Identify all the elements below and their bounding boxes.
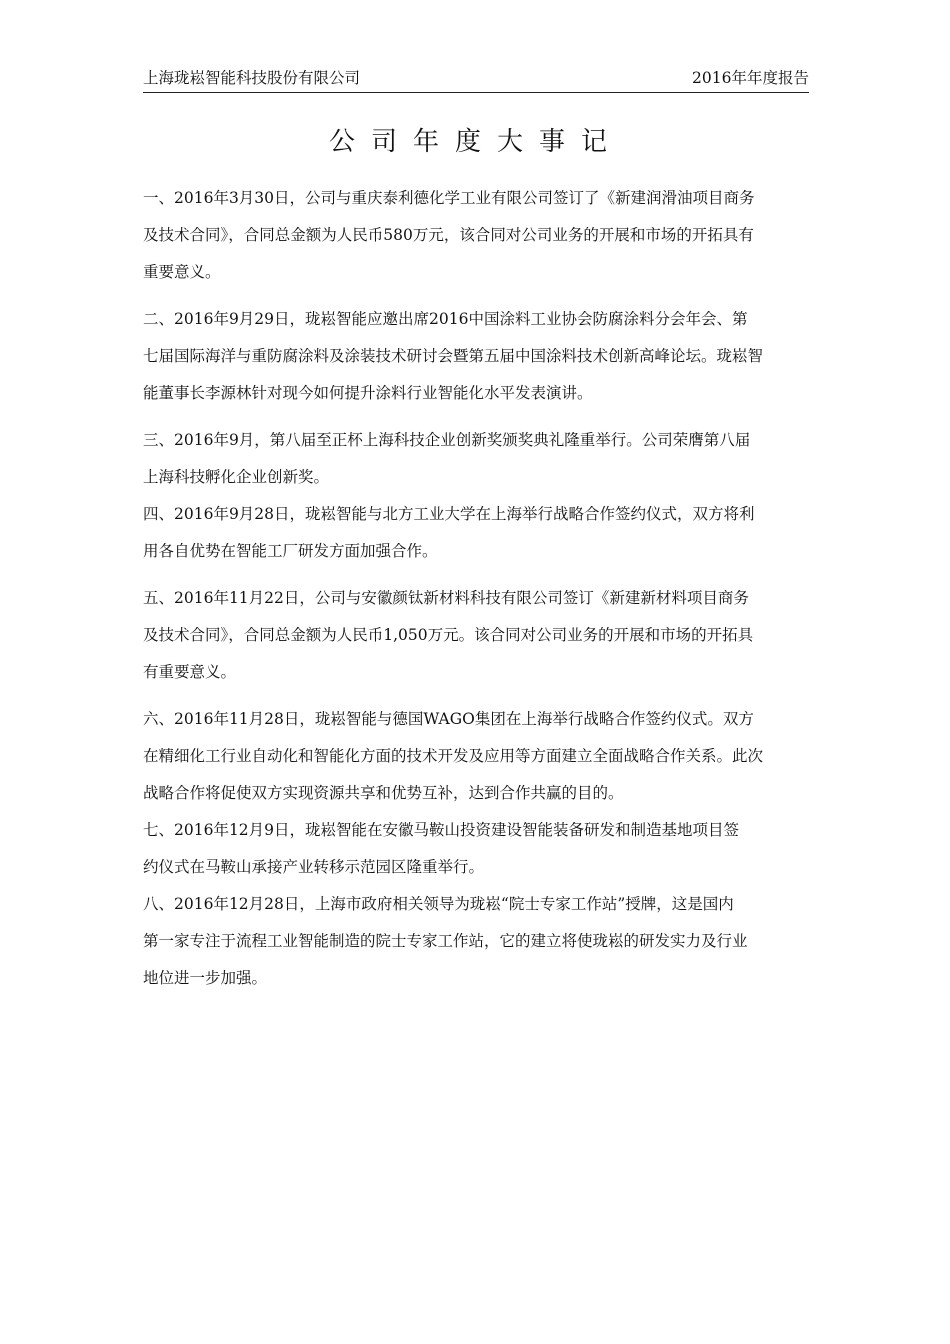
- event-item-4: 四、2016年9月28日，珑崧智能与北方工业大学在上海举行战略合作签约仪式，双方将利 用各自优势在智能工厂研发方面加强合作。: [143, 505, 755, 560]
- event-item-2: 二、2016年9月29日，珑崧智能应邀出席2016中国涂料工业协会防腐涂料分会年会、第 七届国际海洋与重防腐涂料及涂装技术研讨会暨第五届中国涂料技术创新高峰论坛。珑崧智 能董事长李源林针对现今如何提升涂料行业智能化水平发表演讲。: [143, 310, 764, 402]
- page-header: [143, 66, 809, 93]
- event-item-5: 五、2016年11月22日，公司与安徽颜钛新材料科技有限公司签订《新建新材料项目商务 及技术合同》，合同总金额为人民币1,050万元。该合同对公司业务的开展和市场的开拓具 有重要意义。: [143, 589, 754, 681]
- events-list: [143, 180, 809, 997]
- event-item-7: 七、2016年12月9日，珑崧智能在安徽马鞍山投资建设智能装备研发和制造基地项目签 约仪式在马鞍山承接产业转移示范园区隆重举行。: [143, 821, 740, 876]
- page-title: 公司年度大事记: [328, 127, 623, 157]
- header-company-name: 上海珑崧智能科技股份有限公司: [143, 69, 361, 87]
- event-item-3: 三、2016年9月，第八届至正杯上海科技企业创新奖颁奖典礼隆重举行。公司荣膺第八届 上海科技孵化企业创新奖。: [143, 431, 751, 486]
- event-item-1: 一、2016年3月30日，公司与重庆泰利德化学工业有限公司签订了《新建润滑油项目商务 及技术合同》，合同总金额为人民币580万元，该合同对公司业务的开展和市场的开拓具有 重要意义。: [143, 189, 755, 281]
- header-report-title: 2016年年度报告: [692, 69, 809, 87]
- event-item-6: 六、2016年11月28日，珑崧智能与德国WAGO集团在上海举行战略合作签约仪式。双方 在精细化工行业自动化和智能化方面的技术开发及应用等方面建立全面战略合作关系。此次 战略合作将促使双方实现资源共享和优势互补，达到合作共赢的目的。: [143, 710, 764, 802]
- event-item-8: 八、2016年12月28日，上海市政府相关领导为珑崧“院士专家工作站”授牌，这是国内 第一家专注于流程工业智能制造的院士专家工作站，它的建立将使珑崧的研发实力及行业 地位进一步加强。: [143, 895, 748, 987]
